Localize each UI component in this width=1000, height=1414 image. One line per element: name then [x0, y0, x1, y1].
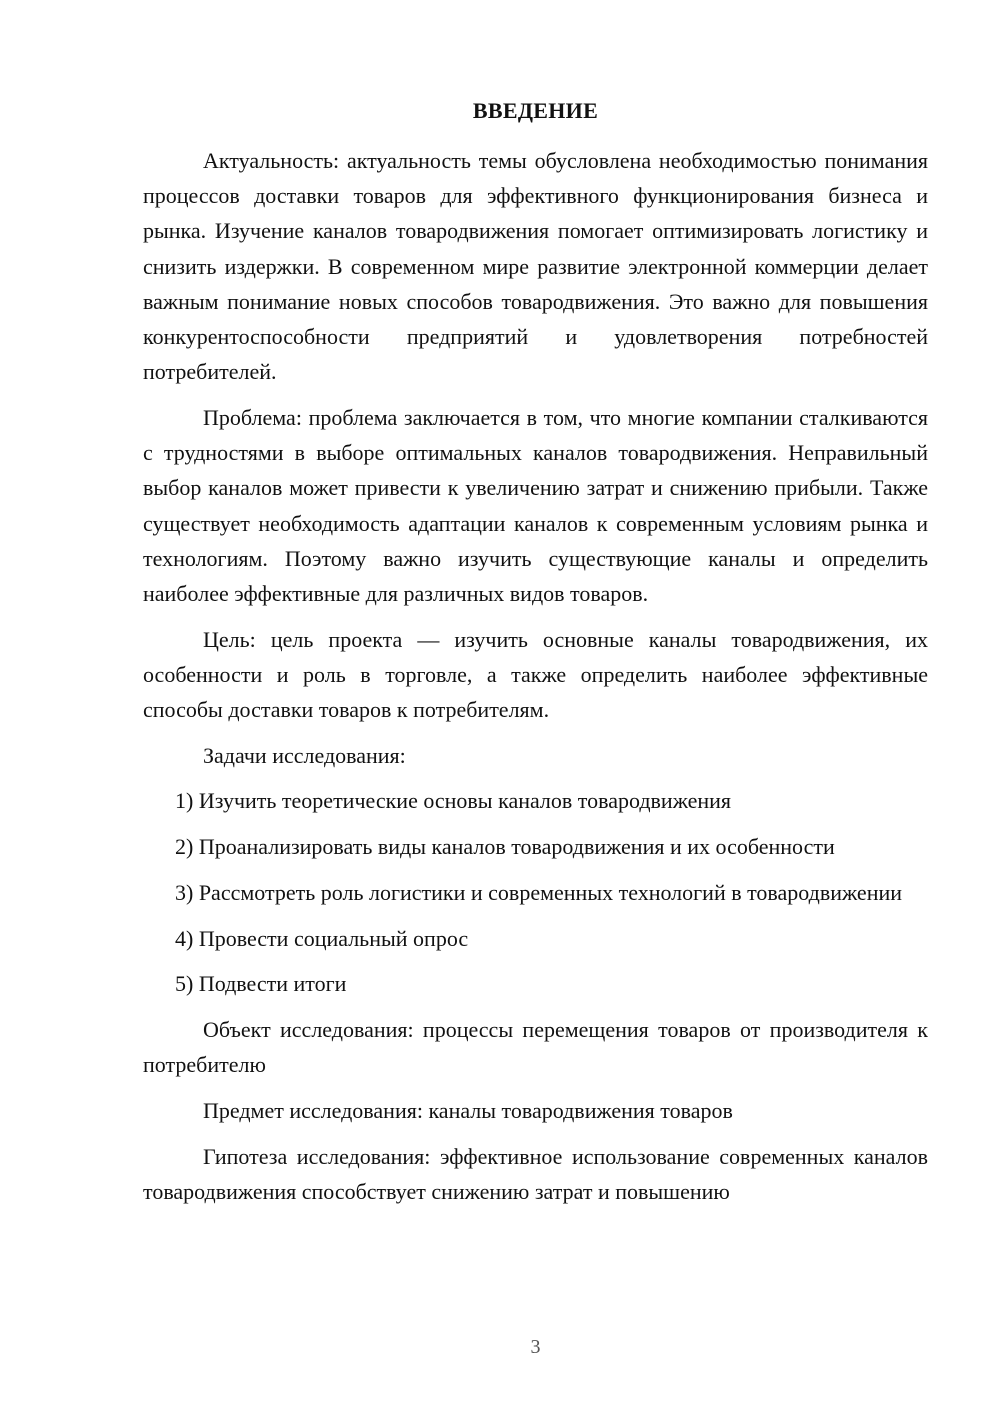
task-item-3: 3) Рассмотреть роль логистики и современных технологий в товародвижении [175, 879, 903, 905]
document-body [143, 143, 928, 1219]
section-title: ВВЕДЕНИЕ [472, 98, 599, 123]
task-item-5: 5) Подвести итоги [175, 971, 347, 997]
paragraph-tasks-heading: Задачи исследования: [203, 742, 406, 768]
task-item-1: 1) Изучить теоретические основы каналов товародвижения [175, 788, 732, 814]
page-number: 3 [530, 1336, 541, 1358]
task-item-4: 4) Провести социальный опрос [175, 925, 469, 951]
task-item-2: 2) Проанализировать виды каналов товародвижения и их особенности [175, 834, 835, 860]
paragraph-relevance: Актуальность: актуальность темы обусловлена необходимостью понимания процессов доставки товаров для эффективного функционирования бизнеса и рынка. Изучение каналов товародвижения помогает оптимизировать логистику и снизить издержки. В современном мире развитие электронной коммерции делает важным понимание новых способов товародвижения. Это важно для повышения конкурентоспособности предприятий и удовлетворения потребностей потребителей. [143, 148, 928, 385]
paragraph-goal: Цель: цель проекта — изучить основные каналы товародвижения, их особенности и роль в торговле, а также определить наиболее эффективные способы доставки товаров к потребителям. [143, 626, 928, 723]
paragraph-problem: Проблема: проблема заключается в том, что многие компании сталкиваются с трудностями в выборе оптимальных каналов товародвижения. Неправильный выбор каналов может привести к увеличению затрат и снижению прибыли. Также существует необходимость адаптации каналов к современным условиям рынка и технологиям. Поэтому важно изучить существующие каналы и определить наиболее эффективные для различных видов товаров. [143, 404, 928, 606]
paragraph-subject: Предмет исследования: каналы товародвижения товаров [203, 1097, 733, 1123]
paragraph-object: Объект исследования: процессы перемещения товаров от производителя к потребителю [143, 1016, 928, 1078]
paragraph-hypothesis: Гипотеза исследования: эффективное использование современных каналов товародвижения способствует снижению затрат и повышению [143, 1143, 928, 1204]
